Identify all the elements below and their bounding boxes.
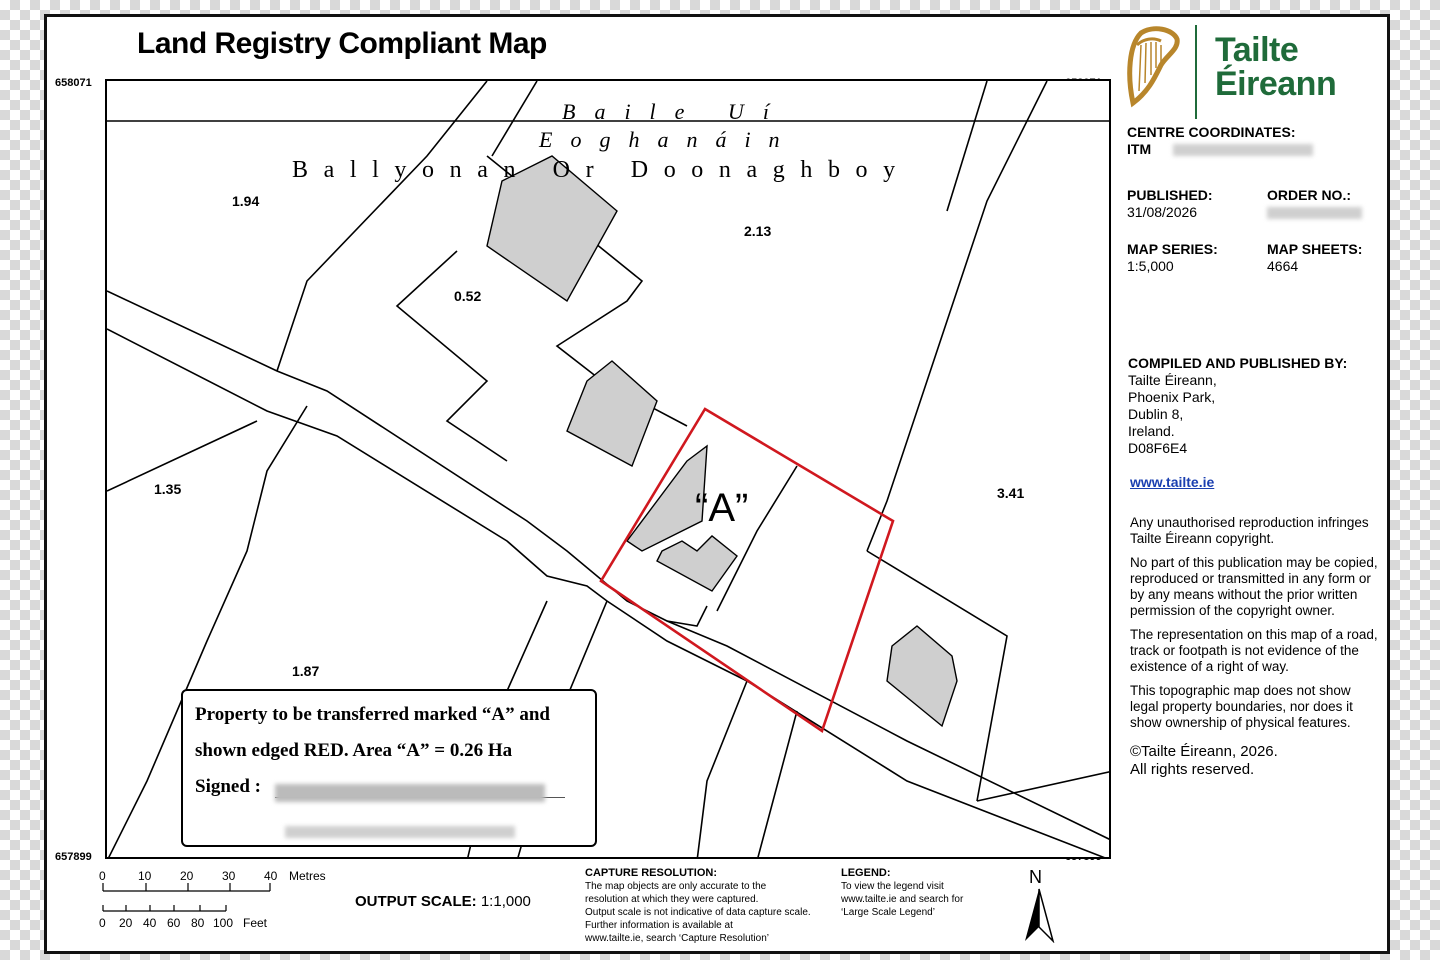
itm-label: ITM [1127,141,1152,157]
order-value-redacted [1267,207,1362,219]
compiled-line: Dublin 8, [1128,406,1184,422]
parcel-area-label: 2.13 [744,223,772,239]
output-scale-label: OUTPUT SCALE: [355,893,477,910]
brand-divider [1195,25,1197,119]
parcel-area-label: 1.35 [154,481,182,497]
copyright-line: ©Tailte Éireann, 2026. [1130,743,1278,760]
brand-name-line1: Tailte [1215,31,1299,69]
capture-line: www.tailte.ie, search ‘Capture Resolution’ [585,933,769,944]
capture-heading: CAPTURE RESOLUTION: [585,867,717,879]
townland-irish-line1: Baile Uí [562,99,788,124]
brand-name-line2: Éireann [1215,65,1337,103]
brand-name [1215,33,1336,101]
scale-tick: 0 [99,916,106,930]
property-note-box [181,689,597,847]
field-boundary [107,421,257,491]
building [657,536,737,591]
scale-tick: 20 [119,916,133,930]
note-signed-row [195,769,583,805]
series-value: 1:5,000 [1127,258,1174,274]
field-boundary [977,771,1111,801]
order-block [1267,187,1362,221]
output-scale-value: 1:1,000 [480,893,531,910]
sheets-label: MAP SHEETS: [1267,241,1363,257]
capture-resolution [585,867,845,945]
capture-line: Output scale is not indicative of data capture scale. [585,907,811,918]
note-signed-label: Signed : [195,776,261,797]
map-sheet [44,14,1390,954]
order-label: ORDER NO.: [1267,187,1351,203]
published-value: 31/08/2026 [1127,204,1198,220]
output-scale [355,893,531,910]
legend-block [841,867,1001,919]
field-boundary [947,81,987,211]
itm-value-redacted [1173,144,1313,156]
harp-logo-icon [1123,25,1183,109]
signature-redacted [275,771,565,798]
scale-tick: 10 [138,869,152,883]
signatory-name-redacted [285,813,515,849]
series-block [1127,241,1218,275]
townland-irish-line2: Eoghanáin [539,127,798,152]
compiled-line: Phoenix Park, [1128,389,1216,405]
centre-coordinates-label: CENTRE COORDINATES: [1127,124,1296,140]
notice-boundaries: This topographic map does not show legal property boundaries, nor does it show ownership of physical features. [1130,683,1353,730]
legend-line: To view the legend visit [841,881,944,892]
compiled-block [1128,355,1378,457]
scale-feet-label: Feet [243,916,268,930]
note-line1: Property to be transferred marked “A” and [195,704,550,725]
published-label: PUBLISHED: [1127,187,1213,203]
scale-tick: 20 [180,869,194,883]
townland-english: Ballyonan Or Doonaghboy [292,157,911,183]
capture-line: resolution at which they were captured. [585,894,759,905]
map-title: Land Registry Compliant Map [137,27,547,60]
coord-bottom-left: 657899 [55,851,92,863]
capture-line: The map objects are only accurate to the [585,881,767,892]
compiled-line: Ireland. [1128,423,1175,439]
compiled-heading: COMPILED AND PUBLISHED BY: [1128,355,1348,371]
sheets-block [1267,241,1362,275]
website-link-text[interactable]: www.tailte.ie [1130,474,1215,490]
north-label: N [1029,867,1042,887]
parcel-area-label: 3.41 [997,485,1025,501]
field-boundary [757,711,797,859]
compiled-line: Tailte Éireann, [1128,372,1217,388]
notices [1130,515,1380,779]
sheets-value: 4664 [1267,258,1299,274]
field-boundary [492,81,537,156]
website-link[interactable] [1130,474,1214,491]
field-boundary [277,81,487,371]
scale-tick: 30 [222,869,236,883]
compiled-line: D08F6E4 [1128,440,1188,456]
field-boundary [867,81,1047,551]
note-line2: shown edged RED. Area “A” = 0.26 Ha [195,740,513,761]
notice-right-of-way: The representation on this map of a road, track or footpath is not evidence of the existence of a right of way. [1130,627,1378,674]
legend-heading: LEGEND: [841,867,891,879]
scale-metres-ticks [99,869,326,883]
scale-tick: 100 [213,916,234,930]
scale-tick: 0 [99,869,106,883]
parcel-area-label: 1.87 [292,663,320,679]
parcel-area-label: 0.52 [454,288,482,304]
coord-top-left: 658071 [55,77,92,89]
rights-line: All rights reserved. [1130,761,1255,778]
field-boundary [697,681,747,859]
scale-feet-ticks [99,916,268,930]
notice-reproduction: Any unauthorised reproduction infringes Tailte Éireann copyright. [1130,515,1369,546]
field-boundary [397,251,507,461]
capture-line: Further information is available at [585,920,733,931]
series-label: MAP SERIES: [1127,241,1218,257]
building [567,361,657,466]
scale-metres-label: Metres [289,869,326,883]
notice-permission: No part of this publication may be copied, reproduced or transmitted in any form or by any means without the prior written permission of the copyright owner. [1130,555,1378,618]
centre-coordinates [1127,124,1327,158]
scale-tick: 40 [143,916,157,930]
published-block [1127,187,1213,221]
scale-tick: 60 [167,916,181,930]
parcel-a-label: “A” [695,486,749,530]
legend-line: ‘Large Scale Legend’ [841,907,935,918]
building [887,626,957,726]
parcel-area-label: 1.94 [232,193,260,209]
scale-tick: 80 [191,916,205,930]
scale-tick: 40 [264,869,278,883]
north-arrow-icon [1021,887,1057,943]
legend-line: www.tailte.ie and search for [841,894,964,905]
